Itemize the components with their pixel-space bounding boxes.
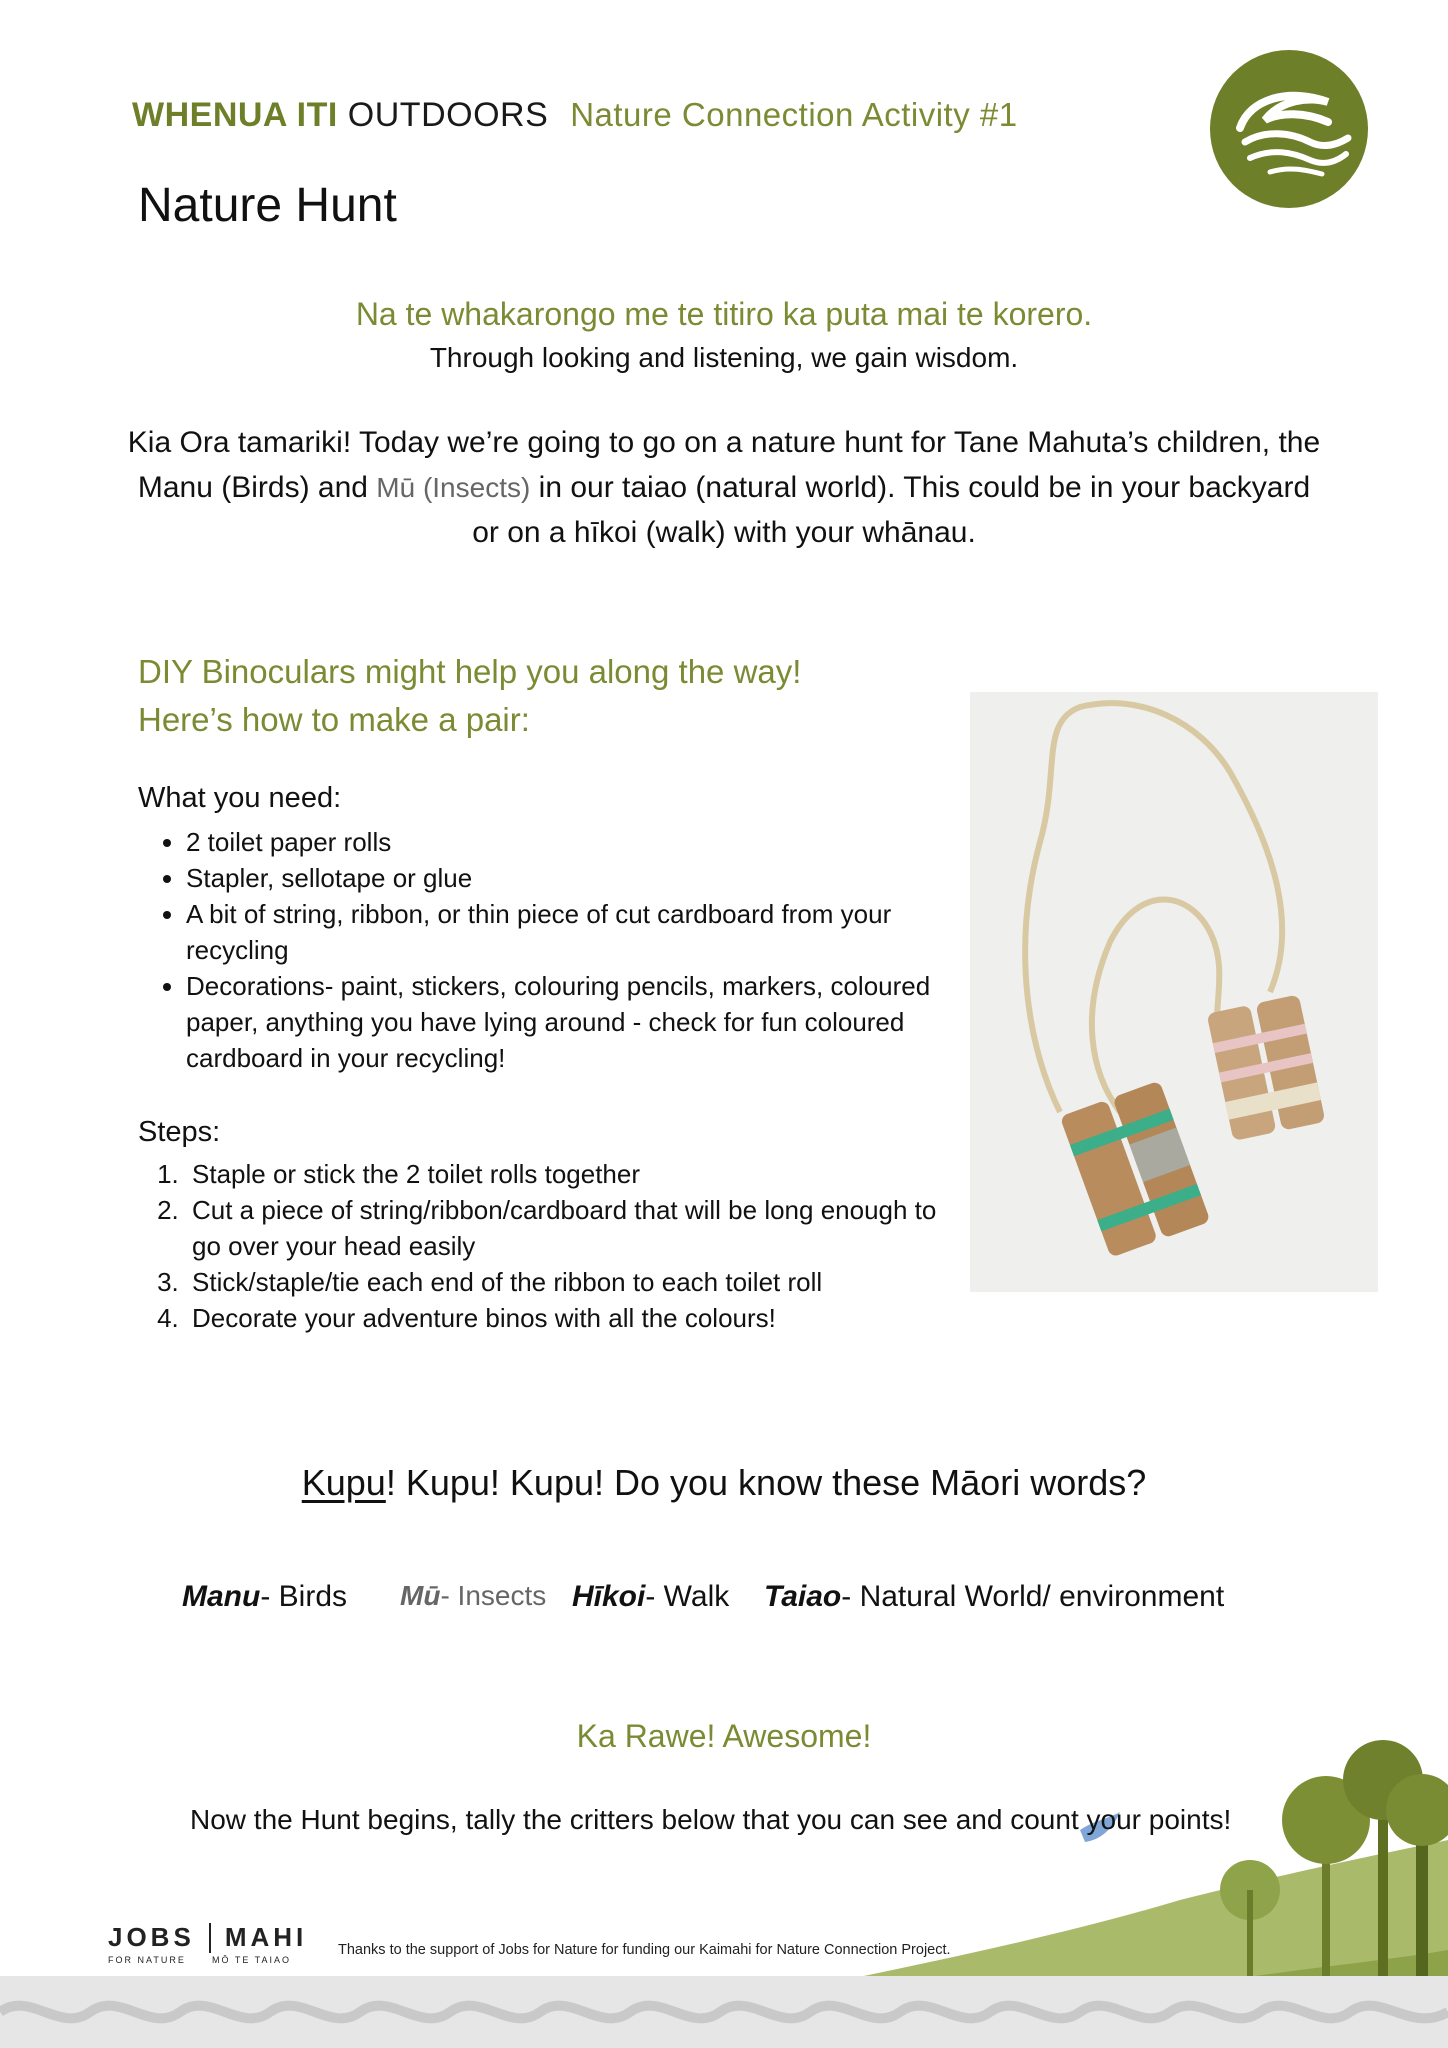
intro-text-part2: in our taiao (natural world). This could be in your backyard or on a hīkoi (walk) with your whānau. — [472, 471, 1311, 549]
activity-label: Nature Connection Activity #1 — [570, 96, 1018, 133]
diy-heading-line2: Here’s how to make a pair: — [138, 701, 530, 738]
word-meaning: - Insects — [440, 1580, 547, 1611]
list-item: 4. Decorate your adventure binos with all the colours! — [186, 1300, 956, 1336]
word-meaning: - Walk — [645, 1580, 730, 1613]
awesome-heading: Ka Rawe! Awesome! — [576, 1718, 872, 1754]
list-item: 3. Stick/staple/tie each end of the ribbon to each toilet roll — [186, 1264, 956, 1300]
word-meaning: - Natural World/ environment — [841, 1580, 1225, 1613]
list-item: 1. Staple or stick the 2 toilet rolls together — [186, 1156, 956, 1192]
intro-text-part1: Kia Ora tamariki! Today we’re going to go on a nature hunt for Tane Mahuta’s children, the Manu (Birds) and — [127, 426, 1321, 504]
brand-name-part1: WHENUA ITI — [132, 96, 338, 134]
word-term: Taiao — [764, 1580, 842, 1613]
binoculars-photo — [970, 692, 1378, 1292]
jobs-label: JOBS — [108, 1922, 195, 1952]
logo-icon — [1210, 50, 1368, 208]
word-item — [182, 1580, 347, 1614]
jobs-for-nature-logo — [108, 1922, 318, 1965]
word-item — [572, 1580, 729, 1614]
steps-list — [126, 1156, 956, 1336]
word-term: Mū — [400, 1580, 441, 1611]
word-item — [400, 1580, 546, 1612]
mahi-sub-label: MŌ TE TAIAO — [212, 1955, 292, 1965]
list-item: • Decorations- paint, stickers, colouring pencils, markers, coloured paper, anything you have lying around - check for fun coloured cardboard in your recycling! — [186, 968, 956, 1076]
brand-header — [132, 96, 1018, 135]
list-item: 2. Cut a piece of string/ribbon/cardboard that will be long enough to go over your head easily — [186, 1192, 956, 1264]
proverb-maori: Na te whakarongo me te titiro ka puta mai te korero. — [355, 296, 1093, 332]
word-item — [764, 1580, 1224, 1614]
intro-paragraph — [124, 420, 1324, 555]
logo-divider — [209, 1923, 211, 1953]
steps-heading: Steps: — [138, 1116, 221, 1148]
intro-text-insects: Mū (Insects) — [376, 472, 531, 503]
word-term: Manu — [182, 1580, 261, 1613]
proverb-english: Through looking and listening, we gain wisdom. — [429, 342, 1019, 373]
diy-heading-line1: DIY Binoculars might help you along the way! — [138, 653, 802, 690]
thanks-note: Thanks to the support of Jobs for Nature for funding our Kaimahi for Nature Connection Project. — [338, 1942, 951, 1958]
mahi-label: MAHI — [224, 1922, 308, 1952]
list-item: • A bit of string, ribbon, or thin piece of cut cardboard from your recycling — [186, 896, 956, 968]
kupu-underlined: Kupu — [301, 1462, 386, 1503]
landscape-illustration — [0, 1740, 1448, 2048]
list-item: • Stapler, sellotape or glue — [186, 860, 956, 896]
jobs-sub-label: FOR NATURE — [108, 1955, 186, 1965]
diy-heading — [138, 648, 801, 744]
hunt-instruction: Now the Hunt begins, tally the critters below that you can see and count your points! — [190, 1804, 1232, 1835]
brand-name-part2: OUTDOORS — [347, 96, 549, 134]
needs-list — [126, 824, 956, 1076]
needs-heading: What you need: — [138, 782, 342, 814]
kupu-heading — [0, 1462, 1448, 1504]
page-title: Nature Hunt — [138, 179, 397, 232]
kupu-heading-rest: ! Kupu! Kupu! Do you know these Māori words? — [385, 1462, 1147, 1503]
list-item: • 2 toilet paper rolls — [186, 824, 956, 860]
word-meaning: - Birds — [260, 1580, 348, 1613]
word-term: Hīkoi — [572, 1580, 646, 1613]
